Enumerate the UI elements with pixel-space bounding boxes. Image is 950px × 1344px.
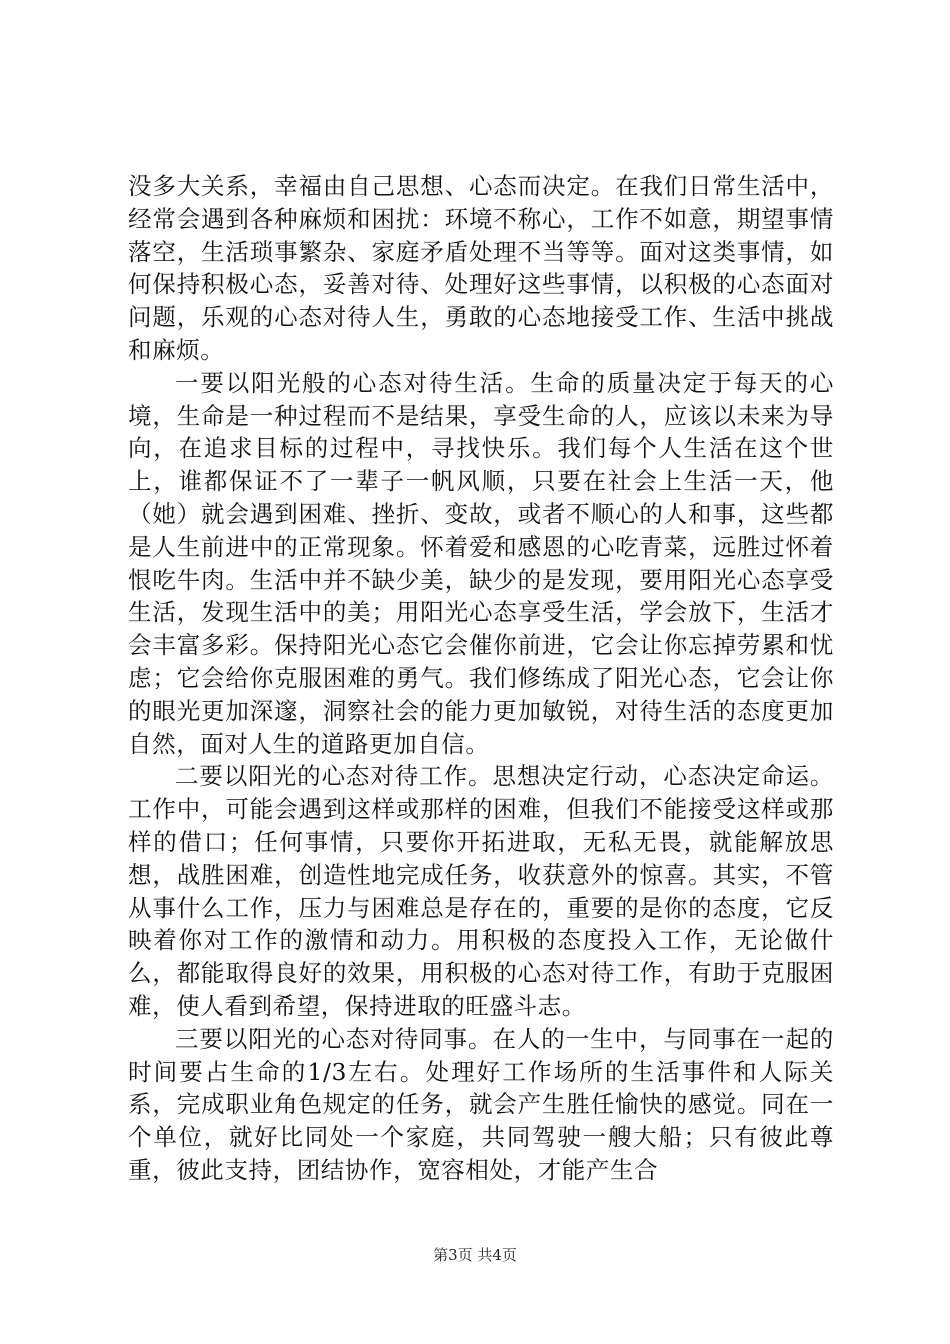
paragraph-colleague-attitude: 三要以阳光的心态对待同事。在人的一生中，与同事在一起的时间要占生命的1/3左右。处理好工作场所的生活事件和人际关系，完成职业角色规定的任务，就会产生胜任愉快的感觉。同在一个单位，就好比同处一个家庭，共同驾驶一艘大船；只有彼此尊重，彼此支持，团结协作，宽容相处，才能产生合 bbox=[128, 1024, 834, 1184]
paragraph-work-attitude: 二要以阳光的心态对待工作。思想决定行动，心态决定命运。工作中，可能会遇到这样或那样的困难，但我们不能接受这样或那样的借口；任何事情，只要你开拓进取，无私无畏，就能解放思想，战胜困难，创造性地完成任务，收获意外的惊喜。其实，不管从事什么工作，压力与困难总是存在的，重要的是你的态度，它反映着你对工作的激情和动力。用积极的态度投入工作，无论做什么，都能取得良好的效果，用积极的心态对待工作，有助于克服困难，使人看到希望，保持进取的旺盛斗志。 bbox=[128, 762, 834, 1020]
paragraph-life-attitude: 一要以阳光般的心态对待生活。生命的质量决定于每天的心境，生命是一种过程而不是结果，享受生命的人，应该以未来为导向，在追求目标的过程中，寻找快乐。我们每个人生活在这个世上，谁都保证不了一辈子一帆风顺，只要在社会上生活一天，他（她）就会遇到困难、挫折、变故，或者不顺心的人和事，这些都是人生前进中的正常现象。怀着爱和感恩的心吃青菜，远胜过怀着恨吃牛肉。生活中并不缺少美，缺少的是发现，要用阳光心态享受生活，发现生活中的美；用阳光心态享受生活，学会放下，生活才会丰富多彩。保持阳光心态它会催你前进，它会让你忘掉劳累和忧虑；它会给你克服困难的勇气。我们修练成了阳光心态，它会让你的眼光更加深邃，洞察社会的能力更加敏锐，对待生活的态度更加自然，面对人生的道路更加自信。 bbox=[128, 368, 834, 758]
paragraph-continued: 没多大关系，幸福由自己思想、心态而决定。在我们日常生活中，经常会遇到各种麻烦和困扰：环境不称心，工作不如意，期望事情落空，生活琐事繁杂、家庭矛盾处理不当等等。面对这类事情，如何保持积极心态，妥善对待、处理好这些事情，以积极的心态面对问题，乐观的心态对待人生，勇敢的心态地接受工作、生活中挑战和麻烦。 bbox=[128, 172, 834, 364]
document-body bbox=[128, 170, 834, 1187]
page-number-label: 第3页 共4页 bbox=[433, 1246, 517, 1264]
page-footer bbox=[0, 1244, 950, 1265]
